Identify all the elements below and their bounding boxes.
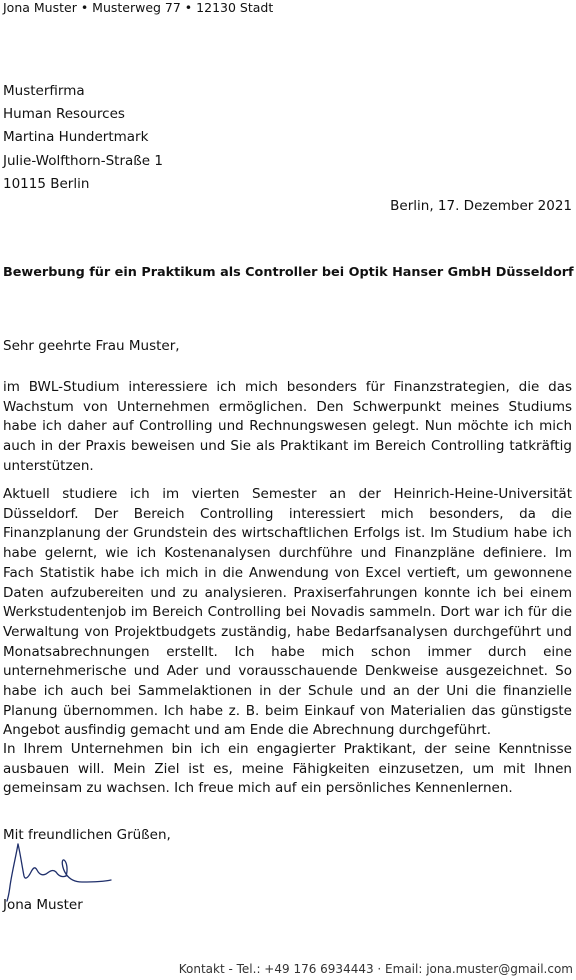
closing-phrase: Mit freundlichen Grüßen, — [3, 827, 171, 843]
footer-contact: Kontakt - Tel.: +49 176 6934443 · Email: jona.muster@gmail.com — [178, 962, 573, 976]
body-paragraph-2: Aktuell studiere ich im vierten Semester an der Heinrich-Heine-Universität Düsseldorf. Der Bereich Controlling interessiert mich besonders, da die Finanzplanung der Grundstein des wirtschaftlichen Erfolgs ist. Im Studium habe ich habe gelernt, wie ich Kostenanalysen durchführe und Finanzpläne definiere. Im Fach Statistik habe ich mich in die Anwendung von Excel vertieft, um gewonnene Daten aufzubereiten und zu analysieren. Praxiserfahrungen konnte ich bei einem Werkstudentenjob im Bereich Controlling bei Novadis sammeln. Dort war ich für die Verwaltung von Projektbudgets zuständig, habe Bedarfsanalysen durchgeführt und Monatsabrechnungen erstellt. Ich habe mich schon immer durch eine unternehmerische und Ader und vorausschauende Denkweise ausgezeichnet. So habe ich auch bei Sammelaktionen in der Schule und an der Uni die finanzielle Planung übernommen. Ich habe z. B. beim Einkauf von Materialien das günstigste Angebot ausfindig gemacht und am Ende die Abrechnung durchgeführt. — [3, 486, 572, 739]
recipient-company: Musterfirma — [3, 83, 85, 99]
signer-name: Jona Muster — [3, 897, 83, 913]
letter-subject: Bewerbung für ein Praktikum als Controller bei Optik Hanser GmbH Düsseldorf — [3, 265, 574, 280]
recipient-street: Julie-Wolfthorn-Straße 1 — [3, 152, 163, 169]
handwritten-signature — [4, 838, 114, 902]
recipient-city: 10115 Berlin — [3, 175, 90, 192]
sender-address-line: Jona Muster • Musterweg 77 • 12130 Stadt — [3, 0, 274, 15]
salutation: Sehr geehrte Frau Muster, — [3, 338, 180, 354]
recipient-department: Human Resources — [3, 106, 125, 123]
body-paragraph-3: In Ihrem Unternehmen bin ich ein engagierter Praktikant, der seine Kenntnisse ausbauen will. Mein Ziel ist es, meine Fähigkeiten einzusetzen, um mit Ihnen gemeinsam zu wachsen. Ich freue mich auf ein persönliches Kennenlernen. — [3, 741, 572, 797]
letter-date: Berlin, 17. Dezember 2021 — [390, 198, 572, 214]
body-paragraph-1: im BWL-Studium interessiere ich mich besonders für Finanzstrategien, die das Wachstum von Unternehmen ermöglichen. Den Schwerpunkt meines Studiums habe ich daher auf Controlling und Rechnungswesen gelegt. Nun möchte ich mich auch in der Praxis beweisen und Sie als Praktikant im Bereich Controlling tatkräftig unterstützen. — [3, 379, 572, 474]
recipient-address-block — [3, 80, 163, 196]
recipient-contact: Martina Hundertmark — [3, 129, 149, 146]
